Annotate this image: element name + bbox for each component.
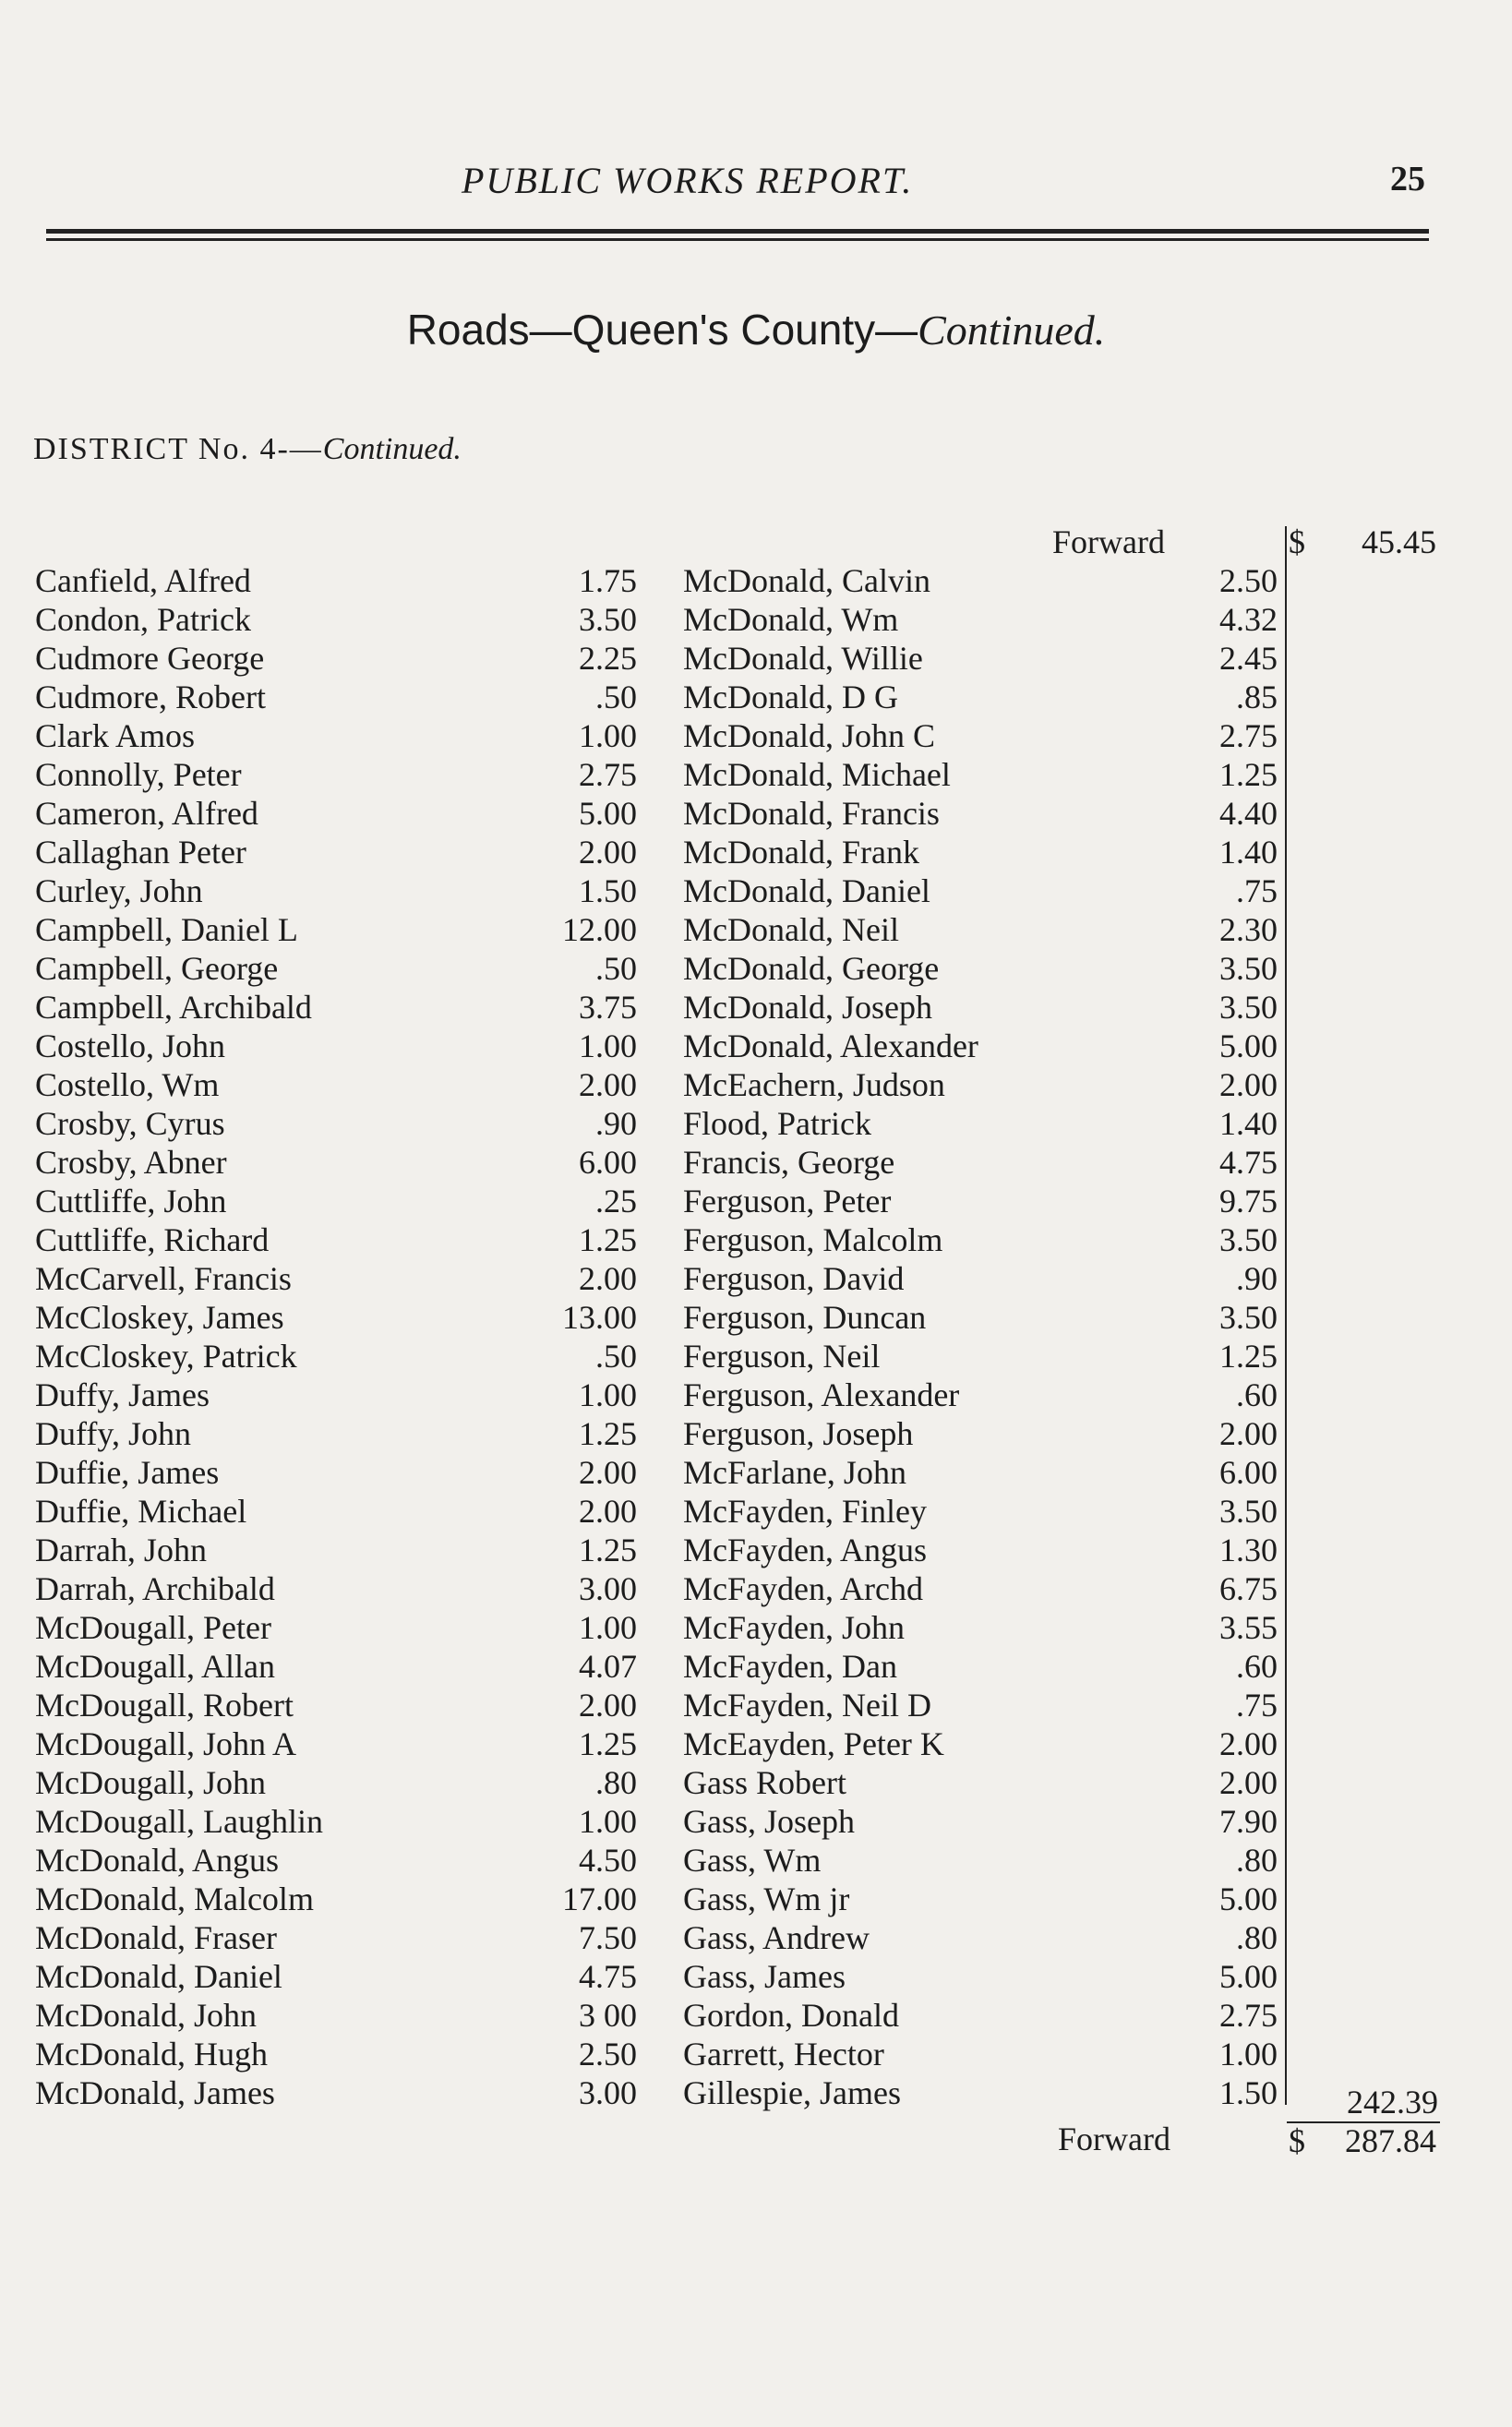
list-item-amount: 3.75 — [579, 989, 637, 1026]
list-item-name: Flood, Patrick — [683, 1105, 871, 1142]
list-item-amount: 2.25 — [579, 640, 637, 677]
list-item-amount: .25 — [595, 1183, 637, 1220]
list-item-amount: 4.32 — [1219, 601, 1278, 638]
list-item-name: McDonald, Calvin — [683, 562, 930, 599]
dollar-sign: $ — [1289, 523, 1305, 560]
list-item-name: McFarlane, John — [683, 1454, 906, 1491]
list-item-amount: .80 — [595, 1764, 637, 1801]
list-item-name: Gass Robert — [683, 1764, 846, 1801]
running-head — [0, 159, 1512, 214]
list-item-name: Connolly, Peter — [35, 756, 242, 793]
list-item-amount: 2.00 — [1219, 1764, 1278, 1801]
list-item-amount: 4.07 — [579, 1648, 637, 1685]
list-item-name: McDonald, Francis — [683, 795, 940, 832]
list-item-name: Crosby, Abner — [35, 1144, 227, 1181]
list-item-name: Gass, Andrew — [683, 1919, 870, 1956]
list-item-amount: 3.50 — [1219, 1299, 1278, 1336]
list-item-name: McFayden, Finley — [683, 1493, 927, 1530]
list-item-amount: .50 — [595, 950, 637, 987]
list-item-amount: 4.50 — [579, 1842, 637, 1879]
list-item-name: McFayden, Angus — [683, 1532, 927, 1568]
district-suffix: Continued. — [322, 432, 462, 466]
list-item-amount: .75 — [1236, 872, 1278, 909]
list-item-name: Ferguson, Alexander — [683, 1376, 960, 1413]
list-item-amount: 1.50 — [579, 872, 637, 909]
list-item-name: Darrah, Archibald — [35, 1570, 275, 1607]
forward-bottom-label: Forward — [1058, 2121, 1170, 2157]
list-item-amount: 1.00 — [579, 1609, 637, 1646]
subtotal: 242.39 — [1347, 2084, 1438, 2121]
list-item-amount: 3.50 — [1219, 989, 1278, 1026]
forward-top-amount: 45.45 — [1362, 523, 1436, 560]
list-item-amount: 12.00 — [562, 911, 637, 948]
list-item-amount: 2.00 — [579, 834, 637, 871]
list-item-name: Crosby, Cyrus — [35, 1105, 225, 1142]
list-item-amount: .50 — [595, 1338, 637, 1375]
list-item-amount: 3.50 — [1219, 1221, 1278, 1258]
list-item-amount: 2.75 — [1219, 717, 1278, 754]
list-item-amount: 6.75 — [1219, 1570, 1278, 1607]
list-item-name: McFayden, Dan — [683, 1648, 897, 1685]
list-item-name: McFayden, Neil D — [683, 1687, 931, 1724]
list-item-name: Duffie, Michael — [35, 1493, 247, 1530]
list-item-amount: 1.00 — [579, 1027, 637, 1064]
list-item-amount: .80 — [1236, 1919, 1278, 1956]
list-item-amount: 1.25 — [1219, 1338, 1278, 1375]
list-item-amount: 1.25 — [579, 1725, 637, 1762]
list-item-amount: 3 00 — [579, 1997, 637, 2034]
list-item-name: Campbell, Daniel L — [35, 911, 298, 948]
list-item-name: McDonald, John — [35, 1997, 257, 2034]
list-item-amount: 9.75 — [1219, 1183, 1278, 1220]
section-title — [0, 305, 1512, 354]
header-rule — [46, 229, 1429, 234]
list-item-name: Gass, Wm — [683, 1842, 822, 1879]
list-item-amount: 5.00 — [579, 795, 637, 832]
list-item-amount: 6.00 — [1219, 1454, 1278, 1491]
list-item-amount: 6.00 — [579, 1144, 637, 1181]
list-item-amount: 2.00 — [579, 1260, 637, 1297]
list-item-amount: 4.75 — [1219, 1144, 1278, 1181]
list-item-amount: 1.40 — [1219, 834, 1278, 871]
list-item-amount: .50 — [595, 679, 637, 715]
list-item-amount: .90 — [595, 1105, 637, 1142]
list-item-amount: 1.25 — [579, 1532, 637, 1568]
list-item-amount: 1.00 — [579, 1376, 637, 1413]
list-item-amount: .80 — [1236, 1842, 1278, 1879]
list-item-name: McDougall, John A — [35, 1725, 296, 1762]
list-item-name: McDonald, D G — [683, 679, 898, 715]
list-item-amount: 2.00 — [1219, 1415, 1278, 1452]
list-item-name: Gordon, Donald — [683, 1997, 899, 2034]
section-title-suffix: Continued. — [918, 306, 1106, 354]
dollar-sign: $ — [1289, 2122, 1305, 2159]
list-item-name: McDonald, Malcolm — [35, 1880, 314, 1917]
left-amounts-column — [517, 561, 637, 2112]
list-item-name: McDougall, Laughlin — [35, 1803, 323, 1840]
list-item-amount: .85 — [1236, 679, 1278, 715]
list-item-amount: 7.50 — [579, 1919, 637, 1956]
list-item-amount: 1.75 — [579, 562, 637, 599]
list-item-name: Costello, John — [35, 1027, 226, 1064]
list-item-amount: .60 — [1236, 1376, 1278, 1413]
list-item-name: Duffie, James — [35, 1454, 220, 1491]
list-item-name: McDonald, Michael — [683, 756, 951, 793]
list-item-amount: 2.00 — [579, 1066, 637, 1103]
list-item-amount: 3.00 — [579, 2074, 637, 2111]
list-item-name: McDougall, Robert — [35, 1687, 294, 1724]
list-item-name: Ferguson, Joseph — [683, 1415, 914, 1452]
list-item-amount: 2.00 — [1219, 1725, 1278, 1762]
list-item-amount: 2.45 — [1219, 640, 1278, 677]
list-item-name: Campbell, Archibald — [35, 989, 312, 1026]
list-item-name: Darrah, John — [35, 1532, 207, 1568]
list-item-amount: 2.30 — [1219, 911, 1278, 948]
list-item-name: Curley, John — [35, 872, 203, 909]
list-item-amount: 3.50 — [1219, 1493, 1278, 1530]
list-item-name: Campbell, George — [35, 950, 279, 987]
running-title: PUBLIC WORKS REPORT. — [462, 160, 914, 201]
list-item-name: Duffy, James — [35, 1376, 210, 1413]
list-item-name: McDonald, Frank — [683, 834, 919, 871]
list-item-name: McDonald, Wm — [683, 601, 899, 638]
list-item-name: Cudmore George — [35, 640, 265, 677]
list-item-name: Ferguson, Peter — [683, 1183, 892, 1220]
district-heading — [33, 432, 462, 467]
list-item-name: Duffy, John — [35, 1415, 191, 1452]
list-item-amount: 2.00 — [579, 1454, 637, 1491]
list-item-amount: 3.55 — [1219, 1609, 1278, 1646]
list-item-name: McDonald, Alexander — [683, 1027, 978, 1064]
list-item-name: McDonald, Hugh — [35, 2036, 268, 2073]
list-item-name: McDonald, George — [683, 950, 940, 987]
list-item-amount: .90 — [1236, 1260, 1278, 1297]
list-item-amount: 3.00 — [579, 1570, 637, 1607]
list-item-amount: 2.50 — [579, 2036, 637, 2073]
list-item-name: McDonald, Angus — [35, 1842, 279, 1879]
list-item-amount: 1.25 — [579, 1415, 637, 1452]
list-item-amount: 1.00 — [579, 717, 637, 754]
list-item-name: Ferguson, David — [683, 1260, 905, 1297]
list-item-name: Ferguson, Malcolm — [683, 1221, 943, 1258]
list-item-amount: 4.75 — [579, 1958, 637, 1995]
forward-bottom-amount: 287.84 — [1345, 2122, 1436, 2159]
list-item-name: McDougall, Peter — [35, 1609, 271, 1646]
list-item-name: McDougall, Allan — [35, 1648, 275, 1685]
list-item-amount: 4.40 — [1219, 795, 1278, 832]
list-item-name: Gass, James — [683, 1958, 846, 1995]
list-item-amount: 17.00 — [562, 1880, 637, 1917]
forward-bottom-value — [1283, 2121, 1436, 2160]
list-item-name: McDonald, Daniel — [683, 872, 930, 909]
list-item-name: McCloskey, Patrick — [35, 1338, 297, 1375]
list-item-name: Gass, Joseph — [683, 1803, 855, 1840]
list-item-amount: 1.25 — [579, 1221, 637, 1258]
header-rule-secondary — [46, 238, 1429, 241]
list-item-name: McDonald, Joseph — [683, 989, 932, 1026]
list-item-name: Cuttliffe, John — [35, 1183, 227, 1220]
list-item-name: McDonald, James — [35, 2074, 275, 2111]
list-item-amount: 2.75 — [579, 756, 637, 793]
list-item-amount: 1.30 — [1219, 1532, 1278, 1568]
list-item-amount: .75 — [1236, 1687, 1278, 1724]
list-item-amount: 1.00 — [1219, 2036, 1278, 2073]
left-names-column — [35, 561, 552, 2112]
list-item-name: Cudmore, Robert — [35, 679, 266, 715]
list-item-name: McFayden, Archd — [683, 1570, 923, 1607]
list-item-amount: 5.00 — [1219, 1027, 1278, 1064]
list-item-amount: 2.00 — [1219, 1066, 1278, 1103]
right-amounts-column — [1150, 561, 1278, 2112]
list-item-name: Gillespie, James — [683, 2074, 901, 2111]
list-item-amount: 13.00 — [562, 1299, 637, 1336]
list-item-name: Francis, George — [683, 1144, 895, 1181]
list-item-name: McDonald, Willie — [683, 640, 923, 677]
list-item-name: McCloskey, James — [35, 1299, 284, 1336]
list-item-name: McEachern, Judson — [683, 1066, 945, 1103]
list-item-amount: 2.00 — [579, 1493, 637, 1530]
forward-top-label: Forward — [1052, 523, 1165, 560]
list-item-amount: 1.40 — [1219, 1105, 1278, 1142]
list-item-name: McDonald, John C — [683, 717, 935, 754]
forward-top-value — [1283, 523, 1436, 561]
total-column-rule — [1285, 526, 1287, 2105]
list-item-name: Cuttliffe, Richard — [35, 1221, 270, 1258]
list-item-name: Condon, Patrick — [35, 601, 251, 638]
list-item-name: McDonald, Daniel — [35, 1958, 282, 1995]
list-item-name: Cameron, Alfred — [35, 795, 258, 832]
list-item-amount: 2.50 — [1219, 562, 1278, 599]
list-item-amount: 7.90 — [1219, 1803, 1278, 1840]
list-item-name: McFayden, John — [683, 1609, 905, 1646]
list-item-name: Ferguson, Neil — [683, 1338, 881, 1375]
list-item-name: Ferguson, Duncan — [683, 1299, 927, 1336]
list-item-name: Clark Amos — [35, 717, 196, 754]
section-title-main: Roads—Queen's County— — [406, 306, 918, 354]
list-item-amount: 3.50 — [579, 601, 637, 638]
list-item-name: Costello, Wm — [35, 1066, 220, 1103]
list-item-amount: 3.50 — [1219, 950, 1278, 987]
list-item-name: McEayden, Peter K — [683, 1725, 944, 1762]
list-item-name: McDonald, Fraser — [35, 1919, 277, 1956]
list-item-name: Callaghan Peter — [35, 834, 246, 871]
list-item-amount: 1.25 — [1219, 756, 1278, 793]
list-item-name: McDougall, John — [35, 1764, 266, 1801]
list-item-name: Gass, Wm jr — [683, 1880, 850, 1917]
list-item-name: McDonald, Neil — [683, 911, 899, 948]
right-names-column — [683, 561, 1200, 2112]
list-item-name: Garrett, Hector — [683, 2036, 884, 2073]
list-item-amount: .60 — [1236, 1648, 1278, 1685]
list-item-name: McCarvell, Francis — [35, 1260, 292, 1297]
list-item-amount: 5.00 — [1219, 1880, 1278, 1917]
list-item-name: Canfield, Alfred — [35, 562, 251, 599]
list-item-amount: 2.00 — [579, 1687, 637, 1724]
list-item-amount: 2.75 — [1219, 1997, 1278, 2034]
list-item-amount: 1.00 — [579, 1803, 637, 1840]
list-item-amount: 5.00 — [1219, 1958, 1278, 1995]
district-label: DISTRICT No. 4-— — [33, 432, 323, 466]
list-item-amount: 1.50 — [1219, 2074, 1278, 2111]
page-number: 25 — [1390, 160, 1425, 198]
